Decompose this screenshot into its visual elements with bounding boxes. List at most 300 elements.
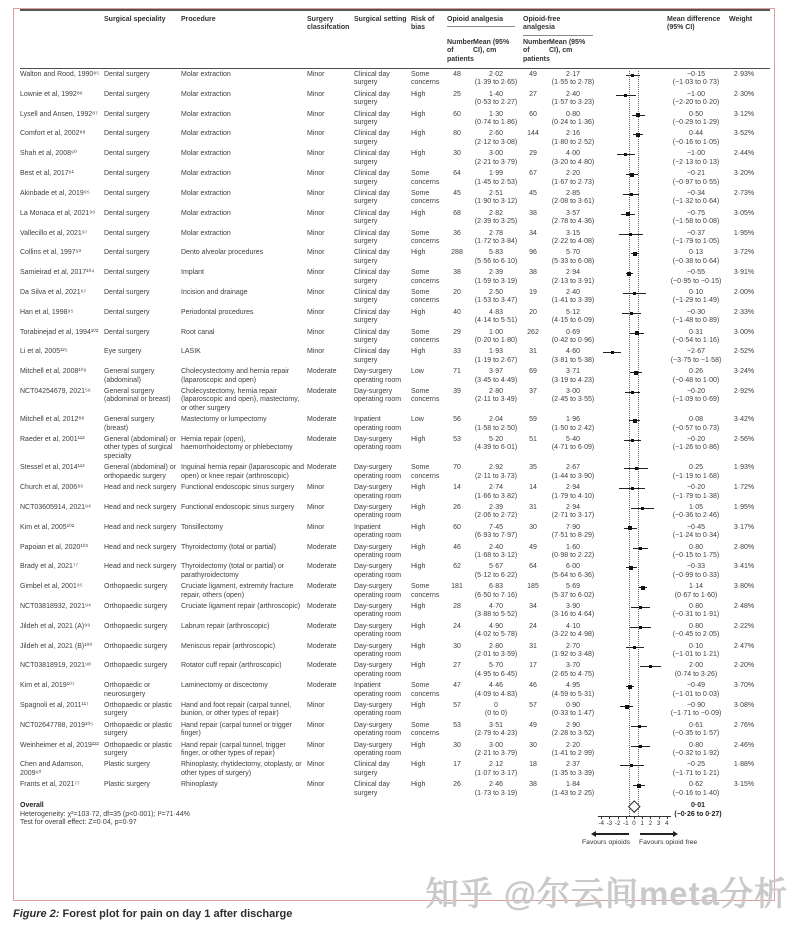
header-surgical-setting: Surgical setting	[354, 16, 407, 23]
forest-plot-cell	[601, 89, 667, 109]
risk-of-bias-value: High	[411, 150, 426, 158]
md-estimate: −0·20	[686, 388, 706, 396]
opioid-free-mean: 5·12	[565, 308, 580, 316]
study-citation: Walton and Rood, 1990⁸⁵	[20, 71, 100, 79]
opioid-free-n-patients: 57	[529, 702, 537, 710]
favours-opioid-free-arrow	[640, 833, 673, 835]
procedure-value: Incision and drainage	[181, 288, 248, 296]
opioid-mean-ci	[473, 386, 523, 414]
opioid-n-patients: 47	[453, 682, 461, 690]
mean-difference-value	[667, 720, 729, 740]
forest-plot-cell	[601, 680, 667, 700]
md-ci: (−3·75 to −1·58)	[670, 356, 722, 364]
point-estimate-marker	[624, 153, 627, 156]
surgical-setting-value: Day-surgery operating room	[354, 741, 402, 758]
x-axis-tick-label: 0	[632, 820, 636, 828]
surgical-setting-value: Clinical day surgery	[354, 761, 390, 777]
opioid-free-ci: (2·45 to 3·55)	[551, 396, 595, 404]
weight-value: 2·44%	[733, 150, 755, 158]
opioid-ci: (6·50 to 7·16)	[474, 591, 518, 599]
opioid-ci: (1·58 to 2·50)	[474, 424, 518, 432]
md-ci: (−1·01 to 0·03)	[672, 690, 720, 698]
md-estimate: 0·80	[688, 741, 703, 749]
risk-of-bias-value: Some concerns	[411, 464, 440, 480]
opioid-mean-ci	[473, 188, 523, 208]
opioid-free-ci: (4·15 to 6·09)	[551, 317, 595, 325]
opioid-free-n-patients: 30	[529, 741, 537, 749]
surgical-setting-value: Inpatient operating room	[354, 682, 402, 698]
surgical-setting-value: Day-surgery operating room	[354, 702, 402, 718]
opioid-mean: 2·02	[488, 71, 503, 79]
forest-plot-cell	[601, 287, 667, 307]
overall-section	[20, 802, 770, 862]
mean-difference-value	[667, 502, 729, 522]
point-estimate-marker	[649, 665, 652, 668]
surgical-speciality-value: Plastic surgery	[104, 781, 150, 789]
opioid-mean-ci	[473, 69, 523, 89]
study-citation: Samieirad et al, 2017¹⁰⁴	[20, 269, 95, 277]
surgical-setting-value: Clinical day surgery	[354, 328, 390, 344]
study-citation: Stessel et al, 2014¹¹³	[20, 464, 85, 472]
opioid-mean-ci	[473, 366, 523, 386]
study-citation: Best et al, 2017⁹¹	[20, 170, 74, 178]
opioid-ci: (0·20 to 1·80)	[474, 337, 518, 344]
header-opioid-free-analgesia-group: Opioid-free analgesia	[523, 15, 593, 36]
opioid-ci: (1·07 to 3·17)	[474, 769, 518, 777]
opioid-free-ci: (5·33 to 6·08)	[551, 257, 595, 265]
point-estimate-marker	[639, 626, 642, 629]
forest-plot-cell	[601, 386, 667, 414]
forest-plot-cell	[601, 740, 667, 760]
opioid-mean: 4·83	[488, 308, 503, 316]
surgical-setting-value: Day-surgery operating room	[354, 622, 402, 639]
procedure-value: Root canal	[181, 328, 215, 336]
header-opioid-free-n: Number of patients	[523, 38, 550, 63]
overall-label: Overall	[20, 802, 44, 810]
opioid-mean-ci	[473, 267, 523, 287]
procedure-value: Labrum repair (arthroscopic)	[181, 622, 270, 630]
procedure-value: Hand repair (carpal tunnel or trigger finger)	[181, 721, 292, 738]
opioid-n-patients: 40	[453, 308, 461, 316]
point-estimate-marker	[637, 784, 641, 788]
risk-of-bias-value: Some concerns	[411, 189, 440, 206]
point-estimate-marker	[633, 646, 636, 649]
study-citation: Vallecillo et al, 2021⁹⁷	[20, 229, 88, 237]
study-citation: Lownie et al, 1992⁸⁶	[20, 90, 83, 98]
study-citation: Papoian et al, 2020¹⁰³	[20, 543, 88, 551]
opioid-ci: (2·12 to 3·08)	[474, 138, 518, 146]
opioid-mean: 2·12	[488, 761, 503, 769]
surgical-speciality-value: Orthopaedic or neurosurgery	[104, 682, 151, 698]
opioid-mean-ci	[473, 148, 523, 168]
opioid-free-mean: 7·90	[565, 523, 580, 531]
mean-difference-value	[667, 542, 729, 562]
surgery-classification-value: Minor	[307, 348, 325, 356]
procedure-value: Functional endoscopic sinus surgery	[181, 484, 295, 492]
opioid-free-mean-ci	[549, 482, 601, 502]
surgical-speciality-value: Orthopaedic surgery	[104, 583, 168, 591]
procedure-value: Laminectomy or discectomy	[181, 682, 268, 690]
surgery-classification-value: Minor	[307, 503, 325, 511]
risk-of-bias-value: High	[411, 348, 426, 356]
opioid-free-n-patients: 37	[529, 388, 537, 396]
mean-difference-value	[667, 366, 729, 386]
surgical-setting-value: Clinical day surgery	[354, 150, 390, 166]
surgical-speciality-value: Orthopaedic or plastic surgery	[104, 741, 173, 758]
opioid-ci: (2·39 to 3·25)	[474, 218, 518, 226]
surgical-speciality-value: Dental surgery	[104, 288, 150, 296]
forest-plot-cell	[601, 720, 667, 740]
forest-plot-cell	[601, 502, 667, 522]
surgical-setting-value: Day-surgery operating room	[354, 436, 402, 452]
opioid-free-ci: (1·57 to 3·23)	[551, 99, 595, 107]
x-axis-tick-label: 3	[656, 820, 661, 828]
opioid-free-n-patients: 24	[529, 622, 537, 630]
weight-value: 3·20%	[733, 170, 755, 178]
forest-plot-cell	[601, 267, 667, 287]
mean-difference-value	[667, 267, 729, 287]
opioid-free-n-patients: 35	[529, 464, 537, 472]
opioid-n-patients: 20	[453, 288, 461, 296]
weight-value: 2·30%	[733, 90, 755, 98]
md-ci: (−0·99 to 0·33)	[672, 571, 720, 579]
opioid-free-mean: 5·40	[565, 436, 580, 444]
md-ci: (0·67 to 1·60)	[674, 591, 718, 599]
md-estimate: 0·31	[688, 328, 703, 336]
surgical-setting-value: Clinical day surgery	[354, 288, 390, 305]
surgical-setting-value: Day-surgery operating room	[354, 721, 402, 738]
surgical-speciality-value: Dental surgery	[104, 150, 150, 158]
forest-plot-cell	[601, 542, 667, 562]
opioid-n-patients: 57	[453, 702, 461, 710]
procedure-value: Hand and foot repair (carpal tunnel, bunion, or other types of repair)	[181, 702, 292, 718]
opioid-free-mean-ci	[549, 680, 601, 700]
forest-plot-cell	[601, 188, 667, 208]
md-ci: (−0·31 to 1·91)	[672, 611, 720, 619]
md-estimate: −0·90	[686, 702, 706, 710]
surgical-speciality-value: Head and neck surgery	[104, 543, 177, 551]
surgical-setting-value: Clinical day surgery	[354, 781, 390, 797]
point-estimate-marker	[628, 526, 632, 530]
point-estimate-marker	[631, 391, 634, 394]
mean-difference-value	[667, 327, 729, 347]
point-estimate-marker	[635, 331, 639, 335]
md-estimate: −1·00	[686, 90, 706, 98]
table-body	[20, 69, 770, 862]
md-ci: (−1·32 to 0·64)	[672, 198, 720, 206]
weight-value: 1·95%	[733, 229, 755, 237]
overall-diamond	[628, 800, 640, 812]
opioid-free-mean-ci	[549, 502, 601, 522]
opioid-free-n-patients: 17	[529, 662, 537, 670]
opioid-free-ci: (2·78 to 4·36)	[551, 218, 595, 226]
weight-value: 3·41%	[733, 563, 755, 571]
opioid-free-mean-ci	[549, 641, 601, 661]
risk-of-bias-value: High	[411, 543, 426, 551]
opioid-free-mean-ci	[549, 247, 601, 267]
risk-of-bias-value: High	[411, 110, 426, 118]
point-estimate-marker	[628, 685, 632, 689]
point-estimate-marker	[625, 705, 629, 709]
weight-value: 2·00%	[733, 288, 755, 296]
md-ci: (−2·13 to 0·13)	[672, 158, 720, 166]
surgical-setting-value: Clinical day surgery	[354, 348, 390, 364]
opioid-n-patients: 30	[453, 150, 461, 158]
risk-of-bias-value: High	[411, 209, 426, 217]
md-ci: (−1·19 to 1·68)	[672, 472, 720, 480]
md-estimate: −0·34	[686, 189, 706, 197]
point-estimate-marker	[635, 467, 638, 470]
md-ci: (−1·71 to 1·21)	[672, 769, 720, 777]
opioid-mean-ci	[473, 228, 523, 248]
point-estimate-marker	[629, 566, 633, 570]
opioid-free-mean-ci	[549, 581, 601, 601]
opioid-mean-ci	[473, 482, 523, 502]
opioid-free-ci: (0·42 to 0·96)	[551, 337, 595, 344]
surgery-classification-value: Minor	[307, 249, 325, 257]
study-citation: Chen and Adamson, 2009⁶⁰	[20, 761, 84, 777]
md-estimate: −0·75	[686, 209, 706, 217]
surgical-speciality-value: Dental surgery	[104, 71, 150, 79]
opioid-free-mean-ci	[549, 740, 601, 760]
weight-value: 1·72%	[733, 484, 755, 492]
point-estimate-marker	[641, 586, 645, 590]
md-estimate: 0·61	[688, 721, 703, 729]
surgery-classification-value: Minor	[307, 269, 325, 277]
point-estimate-marker	[631, 487, 634, 490]
opioid-ci: (4·09 to 4·83)	[474, 690, 518, 698]
opioid-mean-ci	[473, 208, 523, 228]
point-estimate-marker	[636, 113, 640, 117]
study-citation: Spagnoli et al, 2011¹¹⁷	[20, 702, 89, 710]
favours-opioids-label: Favours opioids	[582, 839, 630, 847]
opioid-free-mean: 0·69	[565, 328, 580, 336]
procedure-value: Thyroidectomy (total or partial) or parathyroidectomy	[181, 563, 285, 579]
opioid-mean-ci	[473, 700, 523, 720]
opioid-mean-ci	[473, 759, 523, 779]
risk-of-bias-value: High	[411, 662, 426, 670]
study-citation: NCT02647788, 2019¹⁰⁵	[20, 721, 94, 729]
point-estimate-marker	[631, 439, 634, 442]
forest-plot-cell	[601, 700, 667, 720]
forest-plot-cell	[601, 641, 667, 661]
surgical-speciality-value: Dental surgery	[104, 170, 150, 178]
md-estimate: −0·55	[686, 269, 706, 277]
opioid-free-ci: (3·19 to 4·23)	[551, 376, 595, 384]
header-risk-of-bias: Risk of bias	[411, 16, 435, 32]
risk-of-bias-value: High	[411, 563, 426, 571]
procedure-value: Hand repair (carpal tunnel, trigger finger, or other types of repair)	[181, 741, 286, 758]
point-estimate-marker	[626, 212, 630, 216]
surgical-setting-value: Day-surgery operating room	[354, 642, 402, 658]
surgical-speciality-value: Orthopaedic surgery	[104, 642, 168, 650]
opioid-mean-ci	[473, 542, 523, 562]
opioid-n-patients: 62	[453, 563, 461, 571]
opioid-mean-ci	[473, 720, 523, 740]
x-axis-tick	[659, 816, 660, 819]
favours-opioid-free-label: Favours opioid free	[639, 839, 698, 847]
risk-of-bias-value: High	[411, 249, 426, 257]
opioid-free-mean: 4·95	[565, 682, 580, 690]
forest-plot-cell	[601, 69, 667, 89]
x-axis-tick	[618, 816, 619, 819]
weight-value: 3·05%	[733, 209, 755, 217]
surgical-speciality-value: Dental surgery	[104, 328, 150, 336]
mean-difference-value	[667, 89, 729, 109]
opioid-free-mean-ci	[549, 148, 601, 168]
opioid-free-n-patients: 64	[529, 563, 537, 571]
md-estimate: 0·25	[688, 464, 703, 472]
md-estimate: 0·44	[688, 130, 703, 138]
opioid-mean: 5·83	[488, 249, 503, 257]
opioid-ci: (1·72 to 3·84)	[474, 237, 518, 245]
point-estimate-marker	[611, 351, 614, 354]
opioid-ci: (1·19 to 2·67)	[474, 356, 518, 364]
study-citation: NCT03818932, 2021⁹⁴	[20, 602, 91, 610]
surgical-speciality-value: Orthopaedic or plastic surgery	[104, 721, 173, 738]
weight-value: 2·56%	[733, 436, 755, 444]
md-ci: (−2·20 to 0·20)	[672, 99, 720, 107]
opioid-free-mean-ci	[549, 327, 601, 347]
weight-value: 3·15%	[733, 781, 755, 789]
opioid-free-n-patients: 29	[529, 150, 537, 158]
weight-value: 3·52%	[733, 130, 755, 138]
surgical-speciality-value: Dental surgery	[104, 209, 150, 217]
md-estimate: −0·33	[686, 563, 706, 571]
point-estimate-marker	[638, 725, 641, 728]
opioid-mean-ci	[473, 434, 523, 462]
weight-value: 3·17%	[733, 523, 755, 531]
opioid-free-mean: 2·94	[565, 484, 580, 492]
opioid-mean-ci	[473, 502, 523, 522]
header-opioid-mean: Mean (95% CI), cm	[473, 38, 510, 55]
opioid-free-ci: (2·28 to 3·52)	[551, 730, 595, 738]
opioid-free-n-patients: 96	[529, 249, 537, 257]
weight-value: 2·93%	[733, 71, 755, 79]
x-axis-tick	[650, 816, 651, 819]
risk-of-bias-value: High	[411, 90, 426, 98]
procedure-value: Rhinoplasty	[181, 781, 218, 789]
opioid-free-n-patients: 31	[529, 503, 537, 511]
mean-difference-value	[667, 581, 729, 601]
md-estimate: −0·25	[686, 761, 706, 769]
opioid-mean-ci	[473, 89, 523, 109]
header-procedure: Procedure	[181, 16, 216, 23]
surgical-setting-value: Day-surgery operating room	[354, 662, 402, 678]
surgical-setting-value: Day-surgery operating room	[354, 543, 402, 559]
opioid-mean: 0	[494, 702, 498, 710]
header-weight: Weight	[729, 16, 753, 23]
risk-of-bias-value: High	[411, 523, 426, 531]
point-estimate-marker	[636, 133, 640, 137]
surgical-setting-value: Clinical day surgery	[354, 130, 390, 146]
surgical-speciality-value: General surgery (abdominal or breast)	[104, 388, 171, 404]
study-citation: La Monaca et al, 2021⁹⁶	[20, 209, 96, 217]
md-estimate: −0·20	[686, 436, 706, 444]
opioid-free-mean: 1·60	[565, 543, 580, 551]
opioid-mean-ci	[473, 779, 523, 799]
surgical-speciality-value: Dental surgery	[104, 110, 150, 118]
point-estimate-marker	[630, 193, 633, 196]
opioid-n-patients: 38	[453, 269, 461, 277]
weight-value: 3·80%	[733, 583, 755, 591]
md-estimate: −0·45	[686, 523, 706, 531]
md-estimate: 1·14	[688, 583, 703, 591]
surgical-setting-value: Day-surgery operating room	[354, 602, 402, 619]
risk-of-bias-value: Some concerns	[411, 71, 440, 87]
point-estimate-marker	[630, 764, 633, 767]
opioid-free-ci: (1·67 to 2·73)	[551, 178, 595, 186]
surgical-speciality-value: Dental surgery	[104, 189, 150, 197]
opioid-free-n-patients: 185	[527, 583, 539, 591]
opioid-mean-ci	[473, 621, 523, 641]
point-estimate-marker	[631, 74, 634, 77]
opioid-n-patients: 25	[453, 90, 461, 98]
opioid-n-patients: 39	[453, 388, 461, 396]
weight-value: 1·93%	[733, 464, 755, 472]
risk-of-bias-value: Some concerns	[411, 288, 440, 305]
opioid-ci: (1·53 to 3·47)	[474, 297, 518, 305]
opioid-mean: 1·99	[488, 170, 503, 178]
point-estimate-marker	[639, 547, 642, 550]
opioid-free-ci: (2·22 to 4·08)	[551, 237, 595, 245]
opioid-mean-ci	[473, 109, 523, 129]
md-ci: (−1·79 to 1·05)	[672, 237, 720, 245]
opioid-n-patients: 60	[453, 523, 461, 531]
opioid-mean: 2·80	[488, 642, 503, 650]
procedure-value: Mastectomy or lumpectomy	[181, 416, 267, 424]
mean-difference-value	[667, 621, 729, 641]
procedure-value: Molar extraction	[181, 209, 231, 217]
opioid-mean: 3·97	[488, 368, 503, 376]
risk-of-bias-value: High	[411, 642, 426, 650]
forest-plot-cell	[601, 759, 667, 779]
procedure-value: Cruciate ligament repair (arthroscopic)	[181, 602, 301, 610]
opioid-n-patients: 30	[453, 642, 461, 650]
opioid-free-ci: (1·41 to 3·39)	[551, 297, 595, 305]
opioid-free-ci: (1·50 to 2·42)	[551, 424, 595, 432]
study-citation: Jildeh et al, 2021 (A)⁹⁹	[20, 622, 91, 630]
forest-plot-cell	[601, 522, 667, 542]
md-ci: (0·74 to 3·26)	[674, 670, 718, 678]
surgical-speciality-value: Orthopaedic surgery	[104, 622, 168, 630]
surgical-setting-value: Clinical day surgery	[354, 269, 390, 285]
opioid-free-mean: 2·70	[565, 642, 580, 650]
md-estimate: 0·08	[688, 416, 703, 424]
forest-plot-cell	[601, 434, 667, 462]
risk-of-bias-value: High	[411, 622, 426, 630]
opioid-free-mean-ci	[549, 434, 601, 462]
opioid-free-mean-ci	[549, 208, 601, 228]
md-ci: (−0·35 to 1·57)	[672, 730, 720, 738]
opioid-mean: 2·92	[488, 464, 503, 472]
opioid-free-mean-ci	[549, 346, 601, 366]
surgical-speciality-value: Orthopaedic surgery	[104, 602, 168, 610]
opioid-free-mean: 3·00	[565, 388, 580, 396]
surgery-classification-value: Moderate	[307, 662, 337, 670]
surgical-speciality-value: Head and neck surgery	[104, 484, 177, 492]
opioid-free-ci: (0·33 to 1·47)	[551, 710, 595, 718]
opioid-free-mean: 5·70	[565, 249, 580, 257]
opioid-free-ci: (3·22 to 4·98)	[551, 631, 595, 639]
opioid-free-n-patients: 20	[529, 308, 537, 316]
forest-plot-cell	[601, 621, 667, 641]
opioid-n-patients: 53	[453, 721, 461, 729]
mean-difference-value	[667, 601, 729, 621]
opioid-free-ci: (0·24 to 1·36)	[551, 119, 595, 127]
forest-plot-cell	[601, 327, 667, 347]
risk-of-bias-value: Some concerns	[411, 170, 440, 186]
